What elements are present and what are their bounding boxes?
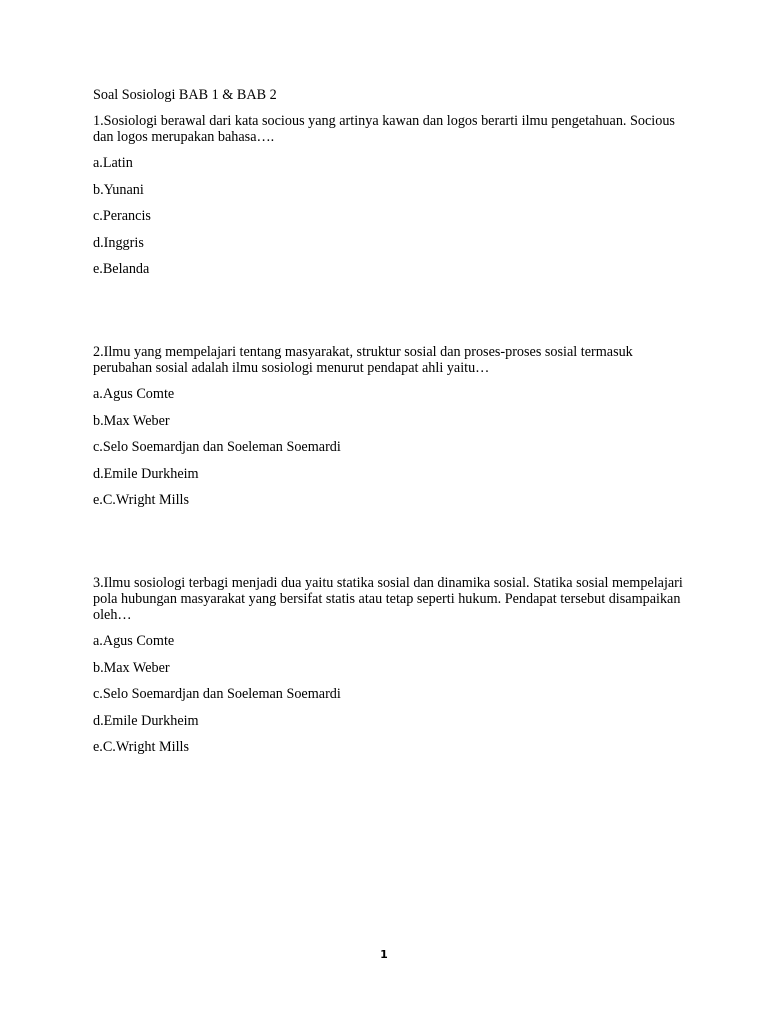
answer-option-b: b.Max Weber (93, 412, 170, 429)
answer-option-e: e.Belanda (93, 261, 150, 278)
answer-option-e: e.C.Wright Mills (93, 492, 189, 509)
question-text: 3.Ilmu sosiologi terbagi menjadi dua yaitu statika sosial dan dinamika sosial. Statika sosial mempelajari pola hubungan masyarakat yang bersifat statis atau tetap seperti hukum. Pendapat tersebut disampaikan oleh… (93, 574, 683, 623)
answer-option-a: a.Agus Comte (93, 632, 175, 649)
answer-option-b: b.Max Weber (93, 659, 170, 676)
answer-option-c: c.Perancis (93, 208, 151, 225)
answer-option-a: a.Agus Comte (93, 385, 175, 402)
answer-option-d: d.Emile Durkheim (93, 465, 199, 482)
question-block-1 (93, 113, 683, 277)
answer-option-c: c.Selo Soemardjan dan Soeleman Soemardi (93, 686, 341, 703)
answer-option-d: d.Emile Durkheim (93, 712, 199, 729)
spacer (93, 519, 683, 575)
spacer (93, 288, 683, 344)
document-body (93, 87, 683, 766)
answer-option-c: c.Selo Soemardjan dan Soeleman Soemardi (93, 439, 341, 456)
answer-option-d: d.Inggris (93, 234, 144, 251)
document-title: Soal Sosiologi BAB 1 & BAB 2 (93, 87, 277, 103)
question-block-2 (93, 344, 683, 508)
question-text: 1.Sosiologi berawal dari kata socious yang artinya kawan dan logos berarti ilmu pengetahuan. Socious dan logos merupakan bahasa…. (93, 113, 675, 145)
question-block-3 (93, 575, 683, 755)
answer-option-a: a.Latin (93, 155, 133, 171)
answer-option-e: e.C.Wright Mills (93, 739, 189, 756)
question-text: 2.Ilmu yang mempelajari tentang masyarakat, struktur sosial dan proses-proses sosial termasuk perubahan sosial adalah ilmu sosiologi menurut pendapat ahli yaitu… (93, 343, 633, 376)
page-number: 1 (380, 948, 388, 961)
answer-option-b: b.Yunani (93, 181, 144, 198)
